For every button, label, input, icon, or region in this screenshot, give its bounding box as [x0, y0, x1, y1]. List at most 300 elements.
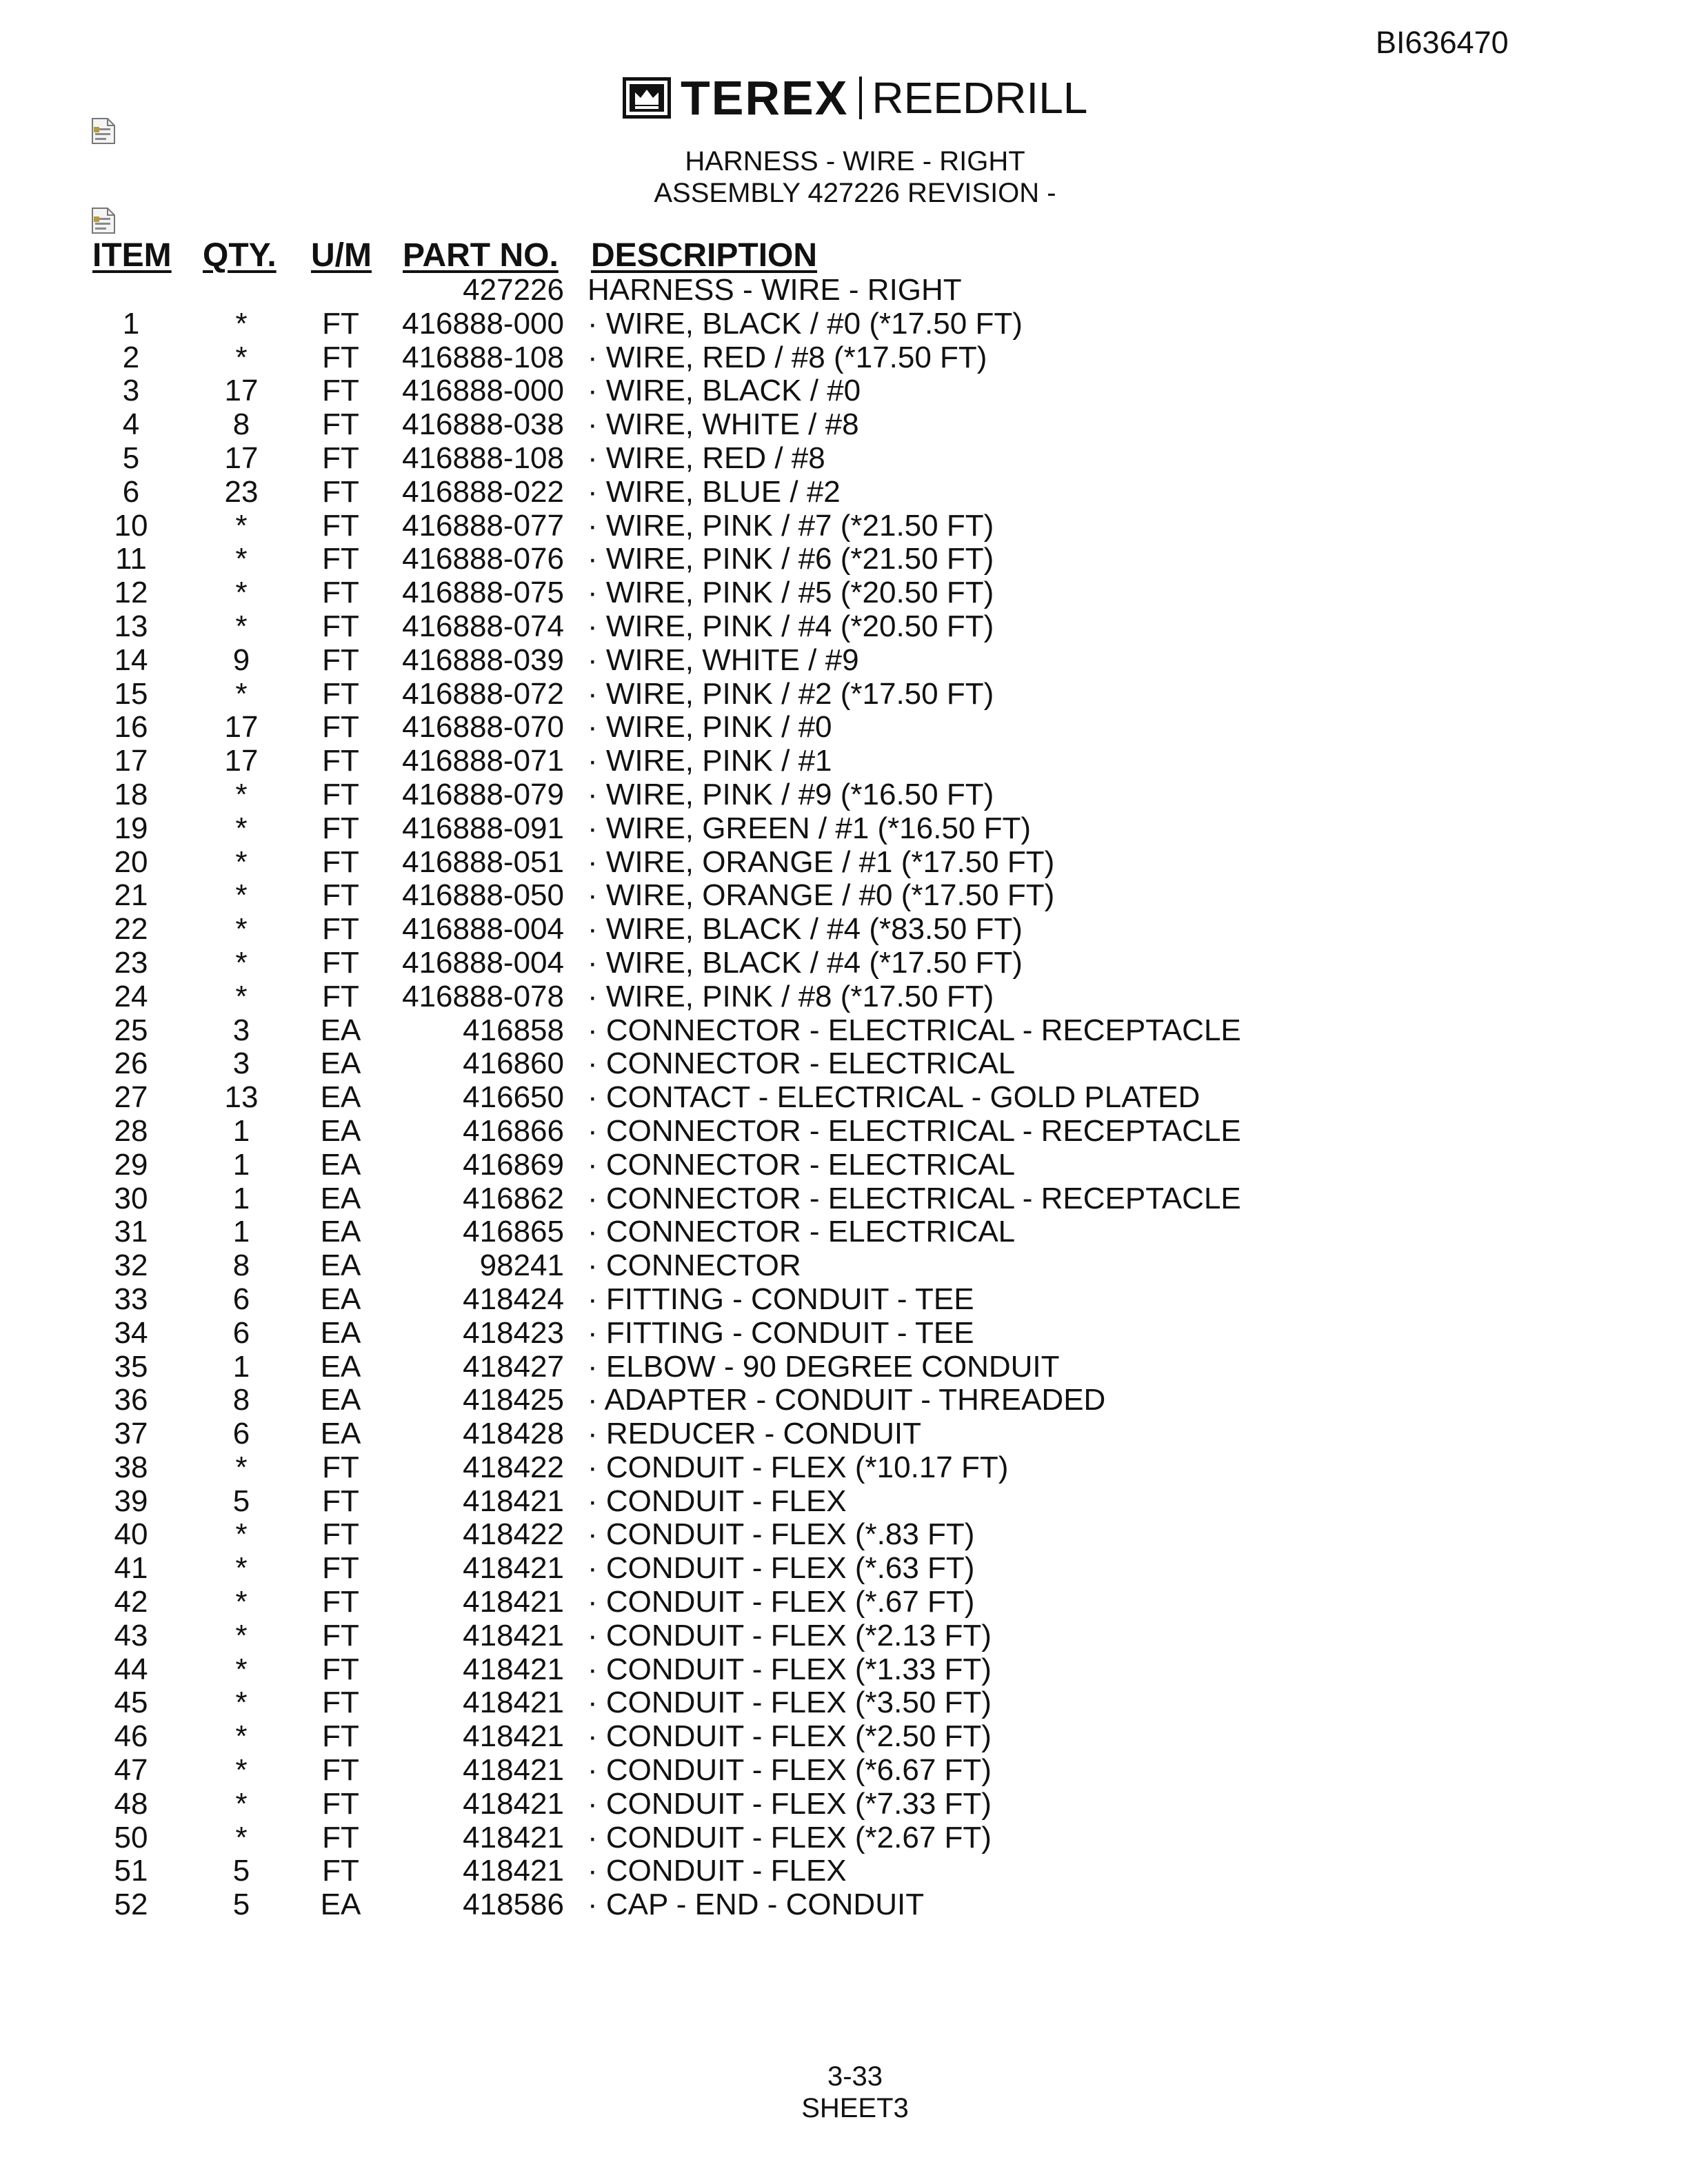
quantity-cell: *	[235, 1652, 248, 1686]
quantity-cell: 17	[224, 374, 259, 408]
part-number-cell: 416866	[463, 1113, 564, 1148]
quantity-cell: *	[235, 1618, 248, 1652]
table-row	[0, 1249, 1688, 1283]
unit-of-measure-cell: FT	[322, 474, 359, 509]
part-number-cell: 416888-108	[402, 441, 564, 475]
unit-of-measure-cell: FT	[322, 811, 359, 845]
part-number-cell: 418422	[463, 1517, 564, 1552]
description-cell: · CONNECTOR - ELECTRICAL	[587, 1215, 1016, 1249]
part-number-cell: 416888-039	[402, 643, 564, 677]
item-number-cell: 47	[114, 1753, 148, 1788]
table-row	[0, 1417, 1688, 1451]
description-cell: HARNESS - WIRE - RIGHT	[587, 273, 962, 307]
item-number-cell: 43	[114, 1618, 148, 1652]
part-number-cell: 416888-000	[402, 374, 564, 408]
item-number-cell: 52	[114, 1888, 148, 1922]
unit-of-measure-cell: FT	[322, 1484, 359, 1518]
quantity-cell: 1	[232, 1147, 250, 1182]
table-row	[0, 711, 1688, 745]
part-number-cell: 416650	[463, 1080, 564, 1115]
quantity-cell: *	[235, 1517, 248, 1552]
description-cell: · WIRE, PINK / #5 (*20.50 FT)	[587, 576, 994, 610]
description-cell: · FITTING - CONDUIT - TEE	[587, 1282, 974, 1316]
unit-of-measure-cell: FT	[322, 1786, 359, 1821]
logo-divider	[859, 77, 862, 119]
description-cell: · FITTING - CONDUIT - TEE	[587, 1315, 974, 1350]
part-number-cell: 418421	[463, 1786, 564, 1821]
quantity-cell: *	[235, 1686, 248, 1720]
quantity-cell: 23	[224, 474, 259, 509]
column-header-description: DESCRIPTION	[591, 237, 818, 274]
unit-of-measure-cell: FT	[322, 508, 359, 543]
item-number-cell: 30	[114, 1181, 148, 1215]
part-number-cell: 418421	[463, 1551, 564, 1586]
unit-of-measure-cell: FT	[322, 777, 359, 811]
part-number-cell: 416888-072	[402, 676, 564, 711]
part-number-cell: 416888-070	[402, 710, 564, 745]
table-row	[0, 1317, 1688, 1351]
table-row	[0, 1485, 1688, 1519]
part-number-cell: 416888-004	[402, 912, 564, 947]
unit-of-measure-cell: FT	[322, 845, 359, 879]
unit-of-measure-cell: EA	[320, 1215, 361, 1249]
item-number-cell: 44	[114, 1652, 148, 1686]
unit-of-measure-cell: FT	[322, 1585, 359, 1619]
table-row	[0, 644, 1688, 678]
description-cell: · CONDUIT - FLEX (*2.67 FT)	[587, 1820, 992, 1854]
table-row	[0, 745, 1688, 778]
item-number-cell: 4	[122, 407, 140, 442]
quantity-cell: 1	[232, 1215, 250, 1249]
description-cell: · WIRE, RED / #8 (*17.50 FT)	[587, 340, 987, 374]
unit-of-measure-cell: EA	[320, 1147, 361, 1182]
table-row	[0, 812, 1688, 846]
unit-of-measure-cell: FT	[322, 945, 359, 980]
description-cell: · CONNECTOR	[587, 1248, 801, 1283]
item-number-cell: 29	[114, 1147, 148, 1182]
quantity-cell: *	[235, 306, 248, 341]
item-number-cell: 22	[114, 912, 148, 947]
table-row	[0, 1283, 1688, 1317]
part-number-cell: 416888-050	[402, 878, 564, 913]
quantity-cell: 5	[232, 1888, 250, 1922]
part-number-cell: 418421	[463, 1618, 564, 1652]
quantity-cell: 8	[232, 407, 250, 442]
quantity-cell: *	[235, 1585, 248, 1619]
quantity-cell: *	[235, 508, 248, 543]
unit-of-measure-cell: EA	[320, 1248, 361, 1283]
item-number-cell: 27	[114, 1080, 148, 1115]
unit-of-measure-cell: FT	[322, 340, 359, 374]
column-header-part-no: PART NO.	[403, 237, 559, 274]
sheet-label: SHEET3	[801, 2093, 909, 2123]
description-cell: · CONTACT - ELECTRICAL - GOLD PLATED	[587, 1080, 1200, 1115]
part-number-cell: 416888-004	[402, 945, 564, 980]
unit-of-measure-cell: EA	[320, 1282, 361, 1316]
description-cell: · CAP - END - CONDUIT	[587, 1888, 925, 1922]
part-number-cell: 416888-074	[402, 609, 564, 643]
quantity-cell: 6	[232, 1282, 250, 1316]
quantity-cell: 5	[232, 1854, 250, 1888]
quantity-cell: *	[235, 1450, 248, 1484]
item-number-cell: 25	[114, 1013, 148, 1047]
quantity-cell: *	[235, 1820, 248, 1854]
item-number-cell: 21	[114, 878, 148, 913]
item-number-cell: 34	[114, 1315, 148, 1350]
description-cell: · WIRE, PINK / #8 (*17.50 FT)	[587, 979, 994, 1013]
part-number-cell: 418421	[463, 1686, 564, 1720]
item-number-cell: 31	[114, 1215, 148, 1249]
unit-of-measure-cell: FT	[322, 1450, 359, 1484]
column-header-item: ITEM	[92, 237, 172, 274]
item-number-cell: 11	[115, 542, 147, 576]
part-number-cell: 416888-051	[402, 845, 564, 879]
part-number-cell: 416888-075	[402, 576, 564, 610]
unit-of-measure-cell: FT	[322, 912, 359, 947]
table-row	[0, 576, 1688, 610]
unit-of-measure-cell: FT	[322, 407, 359, 442]
unit-of-measure-cell: FT	[322, 878, 359, 913]
table-row	[0, 1384, 1688, 1417]
quantity-cell: *	[235, 979, 248, 1013]
part-number-cell: 416888-078	[402, 979, 564, 1013]
item-number-cell: 16	[114, 710, 148, 745]
part-number-cell: 416888-108	[402, 340, 564, 374]
item-number-cell: 1	[122, 306, 140, 341]
quantity-cell: 6	[232, 1417, 250, 1451]
unit-of-measure-cell: FT	[322, 609, 359, 643]
item-number-cell: 15	[114, 676, 148, 711]
part-number-cell: 418425	[463, 1383, 564, 1417]
page-number: 3-33	[827, 2061, 883, 2092]
item-number-cell: 33	[114, 1282, 148, 1316]
quantity-cell: 1	[232, 1349, 250, 1384]
quantity-cell: 5	[232, 1484, 250, 1518]
quantity-cell: 8	[232, 1248, 250, 1283]
table-row	[0, 509, 1688, 543]
item-number-cell: 6	[122, 474, 140, 509]
part-number-cell: 418427	[463, 1349, 564, 1384]
item-number-cell: 13	[114, 609, 148, 643]
table-row	[0, 846, 1688, 880]
part-number-cell: 416865	[463, 1215, 564, 1249]
part-number-cell: 416862	[463, 1181, 564, 1215]
item-number-cell: 45	[114, 1686, 148, 1720]
table-row	[0, 408, 1688, 442]
table-row	[0, 1754, 1688, 1788]
table-row	[0, 1182, 1688, 1216]
description-cell: · CONDUIT - FLEX (*1.33 FT)	[587, 1652, 992, 1686]
description-cell: · WIRE, WHITE / #9	[587, 643, 859, 677]
unit-of-measure-cell: FT	[322, 1652, 359, 1686]
unit-of-measure-cell: FT	[322, 676, 359, 711]
quantity-cell: *	[235, 340, 248, 374]
description-cell: · WIRE, PINK / #1	[587, 744, 832, 778]
item-number-cell: 24	[114, 979, 148, 1013]
description-cell: · WIRE, BLACK / #0 (*17.50 FT)	[587, 306, 1023, 341]
description-cell: · WIRE, BLACK / #4 (*83.50 FT)	[587, 912, 1023, 947]
description-cell: · CONNECTOR - ELECTRICAL	[587, 1046, 1016, 1081]
unit-of-measure-cell: FT	[322, 1820, 359, 1854]
part-number-cell: 416888-038	[402, 407, 564, 442]
part-number-cell: 416888-071	[402, 744, 564, 778]
description-cell: · WIRE, BLACK / #0	[587, 374, 861, 408]
assembly-revision: ASSEMBLY 427226 REVISION -	[654, 178, 1056, 208]
description-cell: · CONNECTOR - ELECTRICAL - RECEPTACLE	[587, 1113, 1241, 1148]
unit-of-measure-cell: EA	[320, 1080, 361, 1115]
unit-of-measure-cell: FT	[322, 441, 359, 475]
table-row	[0, 879, 1688, 913]
terex-crown-icon	[623, 77, 671, 119]
quantity-cell: *	[235, 676, 248, 711]
description-cell: · WIRE, PINK / #0	[587, 710, 832, 745]
description-cell: · CONDUIT - FLEX (*2.50 FT)	[587, 1719, 992, 1754]
unit-of-measure-cell: FT	[322, 542, 359, 576]
description-cell: · ELBOW - 90 DEGREE CONDUIT	[587, 1349, 1060, 1384]
part-number-cell: 418421	[463, 1484, 564, 1518]
quantity-cell: *	[235, 1551, 248, 1586]
description-cell: · WIRE, BLUE / #2	[587, 474, 841, 509]
quantity-cell: 3	[232, 1046, 250, 1081]
unit-of-measure-cell: FT	[322, 1517, 359, 1552]
part-number-cell: 416860	[463, 1046, 564, 1081]
description-cell: · CONNECTOR - ELECTRICAL - RECEPTACLE	[587, 1181, 1241, 1215]
table-row	[0, 1720, 1688, 1754]
table-row	[0, 1351, 1688, 1384]
part-number-cell: 98241	[479, 1248, 564, 1283]
description-cell: · CONDUIT - FLEX (*.63 FT)	[587, 1551, 975, 1586]
quantity-cell: 17	[224, 744, 259, 778]
table-row	[0, 1854, 1688, 1888]
table-row	[0, 1014, 1688, 1048]
document-link-icon[interactable]	[91, 117, 116, 145]
item-number-cell: 3	[122, 374, 140, 408]
item-number-cell: 20	[114, 845, 148, 879]
table-row	[0, 1215, 1688, 1249]
unit-of-measure-cell: EA	[320, 1383, 361, 1417]
item-number-cell: 51	[114, 1854, 148, 1888]
table-row	[0, 678, 1688, 711]
item-number-cell: 19	[114, 811, 148, 845]
table-row	[0, 274, 1688, 307]
item-number-cell: 46	[114, 1719, 148, 1754]
quantity-cell: 13	[224, 1080, 259, 1115]
description-cell: · CONDUIT - FLEX	[587, 1484, 847, 1518]
part-number-cell: 418422	[463, 1450, 564, 1484]
quantity-cell: 17	[224, 441, 259, 475]
description-cell: · WIRE, WHITE / #8	[587, 407, 859, 442]
part-number-cell: 418421	[463, 1652, 564, 1686]
quantity-cell: *	[235, 1786, 248, 1821]
unit-of-measure-cell: EA	[320, 1888, 361, 1922]
quantity-cell: 9	[232, 643, 250, 677]
item-number-cell: 14	[114, 643, 148, 677]
table-row	[0, 1888, 1688, 1922]
description-cell: · WIRE, ORANGE / #0 (*17.50 FT)	[587, 878, 1055, 913]
table-row	[0, 1619, 1688, 1653]
description-cell: · WIRE, PINK / #7 (*21.50 FT)	[587, 508, 994, 543]
description-cell: · WIRE, PINK / #9 (*16.50 FT)	[587, 777, 994, 811]
description-cell: · CONDUIT - FLEX (*2.13 FT)	[587, 1618, 992, 1652]
table-row	[0, 1081, 1688, 1115]
item-number-cell: 48	[114, 1786, 148, 1821]
part-number-cell: 418421	[463, 1585, 564, 1619]
part-number-cell: 416888-022	[402, 474, 564, 509]
part-number-cell: 418586	[463, 1888, 564, 1922]
table-row	[0, 341, 1688, 375]
quantity-cell: *	[235, 576, 248, 610]
table-row	[0, 1047, 1688, 1081]
unit-of-measure-cell: EA	[320, 1181, 361, 1215]
part-number-cell: 416888-079	[402, 777, 564, 811]
item-number-cell: 50	[114, 1820, 148, 1854]
description-cell: · REDUCER - CONDUIT	[587, 1417, 921, 1451]
item-number-cell: 40	[114, 1517, 148, 1552]
description-cell: · WIRE, BLACK / #4 (*17.50 FT)	[587, 945, 1023, 980]
item-number-cell: 41	[114, 1551, 148, 1586]
table-row	[0, 1653, 1688, 1687]
table-row	[0, 1686, 1688, 1720]
item-number-cell: 32	[114, 1248, 148, 1283]
unit-of-measure-cell: EA	[320, 1113, 361, 1148]
quantity-cell: *	[235, 811, 248, 845]
part-number-cell: 416858	[463, 1013, 564, 1047]
assembly-title: HARNESS - WIRE - RIGHT	[685, 146, 1025, 176]
unit-of-measure-cell: FT	[322, 710, 359, 745]
table-row	[0, 442, 1688, 476]
item-number-cell: 35	[114, 1349, 148, 1384]
item-number-cell: 28	[114, 1113, 148, 1148]
unit-of-measure-cell: FT	[322, 1753, 359, 1788]
table-row	[0, 1788, 1688, 1821]
part-number-cell: 418421	[463, 1753, 564, 1788]
table-row	[0, 1115, 1688, 1149]
table-row	[0, 1552, 1688, 1586]
part-number-cell: 416888-077	[402, 508, 564, 543]
table-row	[0, 980, 1688, 1014]
column-header-qty: QTY.	[203, 237, 277, 274]
part-number-cell: 416888-000	[402, 306, 564, 341]
table-row	[0, 374, 1688, 408]
table-row	[0, 1451, 1688, 1485]
quantity-cell: *	[235, 945, 248, 980]
description-cell: · CONDUIT - FLEX	[587, 1854, 847, 1888]
unit-of-measure-cell: FT	[322, 643, 359, 677]
description-cell: · WIRE, RED / #8	[587, 441, 825, 475]
unit-of-measure-cell: FT	[322, 576, 359, 610]
unit-of-measure-cell: FT	[322, 306, 359, 341]
parts-list	[0, 274, 1688, 1922]
quantity-cell: 6	[232, 1315, 250, 1350]
quantity-cell: *	[235, 1719, 248, 1754]
description-cell: · CONDUIT - FLEX (*10.17 FT)	[587, 1450, 1009, 1484]
part-number-cell: 418428	[463, 1417, 564, 1451]
table-row	[0, 913, 1688, 947]
item-number-cell: 10	[114, 508, 148, 543]
part-number-cell: 418421	[463, 1854, 564, 1888]
unit-of-measure-cell: EA	[320, 1349, 361, 1384]
quantity-cell: *	[235, 542, 248, 576]
description-cell: · WIRE, GREEN / #1 (*16.50 FT)	[587, 811, 1032, 845]
unit-of-measure-cell: FT	[322, 744, 359, 778]
table-row	[0, 947, 1688, 980]
item-number-cell: 38	[114, 1450, 148, 1484]
description-cell: · WIRE, ORANGE / #1 (*17.50 FT)	[587, 845, 1055, 879]
unit-of-measure-cell: FT	[322, 1551, 359, 1586]
item-number-cell: 18	[114, 777, 148, 811]
table-row	[0, 778, 1688, 812]
table-row	[0, 610, 1688, 644]
item-number-cell: 26	[114, 1046, 148, 1081]
item-number-cell: 12	[114, 576, 148, 610]
description-cell: · CONDUIT - FLEX (*7.33 FT)	[587, 1786, 992, 1821]
part-number-cell: 418421	[463, 1820, 564, 1854]
table-row	[0, 543, 1688, 576]
table-row	[0, 1586, 1688, 1619]
quantity-cell: 3	[232, 1013, 250, 1047]
part-number-cell: 418424	[463, 1282, 564, 1316]
part-number-cell: 427226	[463, 273, 564, 307]
quantity-cell: 8	[232, 1383, 250, 1417]
quantity-cell: *	[235, 845, 248, 879]
unit-of-measure-cell: EA	[320, 1315, 361, 1350]
part-number-cell: 418421	[463, 1719, 564, 1754]
item-number-cell: 37	[114, 1417, 148, 1451]
table-row	[0, 1821, 1688, 1855]
item-number-cell: 39	[114, 1484, 148, 1518]
quantity-cell: 1	[232, 1181, 250, 1215]
unit-of-measure-cell: FT	[322, 1854, 359, 1888]
description-cell: · ADAPTER - CONDUIT - THREADED	[587, 1383, 1106, 1417]
unit-of-measure-cell: FT	[322, 1719, 359, 1754]
description-cell: · CONDUIT - FLEX (*.83 FT)	[587, 1517, 975, 1552]
item-number-cell: 17	[114, 744, 148, 778]
document-link-icon[interactable]	[91, 207, 116, 234]
part-number-cell: 418423	[463, 1315, 564, 1350]
item-number-cell: 23	[114, 945, 148, 980]
column-header-um: U/M	[311, 237, 372, 274]
item-number-cell: 36	[114, 1383, 148, 1417]
part-number-cell: 416888-076	[402, 542, 564, 576]
quantity-cell: 1	[232, 1113, 250, 1148]
table-row	[0, 1149, 1688, 1182]
description-cell: · WIRE, PINK / #2 (*17.50 FT)	[587, 676, 994, 711]
table-row	[0, 476, 1688, 509]
unit-of-measure-cell: EA	[320, 1046, 361, 1081]
quantity-cell: *	[235, 777, 248, 811]
description-cell: · WIRE, PINK / #6 (*21.50 FT)	[587, 542, 994, 576]
quantity-cell: *	[235, 912, 248, 947]
quantity-cell: *	[235, 1753, 248, 1788]
terex-reedrill-logo	[623, 71, 1088, 125]
unit-of-measure-cell: FT	[322, 374, 359, 408]
unit-of-measure-cell: FT	[322, 1618, 359, 1652]
part-number-cell: 416869	[463, 1147, 564, 1182]
description-cell: · CONDUIT - FLEX (*3.50 FT)	[587, 1686, 992, 1720]
quantity-cell: *	[235, 609, 248, 643]
description-cell: · CONDUIT - FLEX (*6.67 FT)	[587, 1753, 992, 1788]
description-cell: · CONNECTOR - ELECTRICAL - RECEPTACLE	[587, 1013, 1241, 1047]
unit-of-measure-cell: EA	[320, 1417, 361, 1451]
description-cell: · CONNECTOR - ELECTRICAL	[587, 1147, 1016, 1182]
item-number-cell: 5	[122, 441, 140, 475]
part-number-cell: 416888-091	[402, 811, 564, 845]
item-number-cell: 42	[114, 1585, 148, 1619]
unit-of-measure-cell: EA	[320, 1013, 361, 1047]
table-row	[0, 1518, 1688, 1552]
unit-of-measure-cell: FT	[322, 979, 359, 1013]
description-cell: · WIRE, PINK / #4 (*20.50 FT)	[587, 609, 994, 643]
